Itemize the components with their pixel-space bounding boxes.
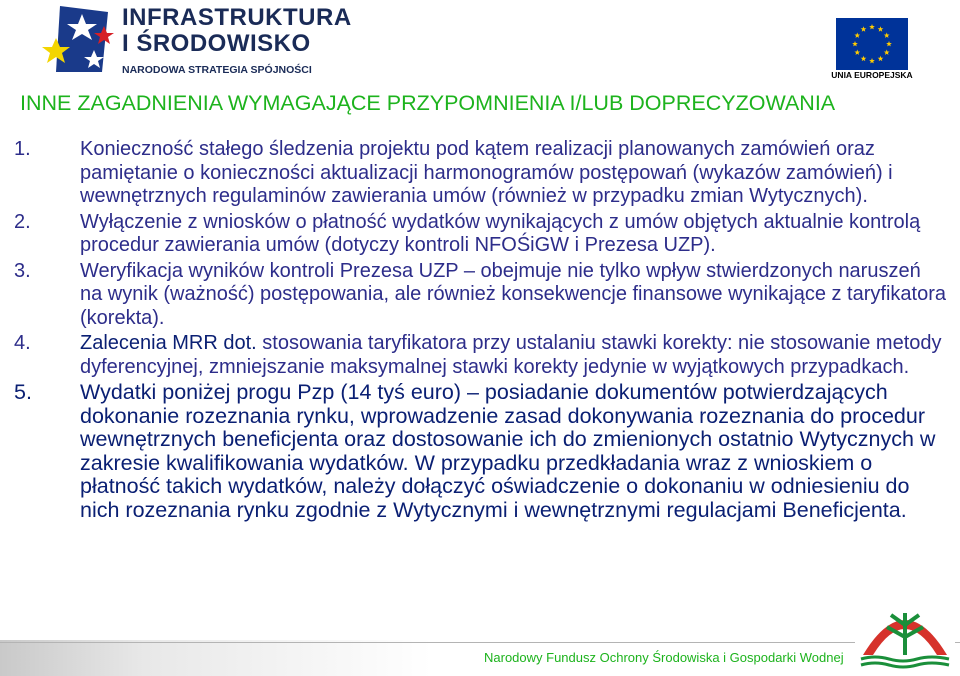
- list-item-number: 1.: [14, 138, 31, 160]
- flag-stars-logo-icon: [42, 2, 122, 80]
- list-item-text: stosowania taryfikatora przy ustalaniu stawki korekty: nie stosowanie metody dyferencyjnej, zmniejszanie maksymalnej stawki korekty jedynie w wyjątkowych przypadkach.: [80, 332, 942, 378]
- eu-flag-icon: [836, 18, 908, 70]
- nfosigw-logo-icon: [855, 585, 955, 671]
- list-item-number: 5.: [14, 380, 32, 404]
- list-item-highlight: Zalecenia MRR dot.: [80, 332, 257, 354]
- list-item: [12, 211, 947, 258]
- list-item-text: Wyłączenie z wniosków o płatność wydatków wynikających z umów objętych aktualnie kontrolą procedur zawierania umów (dotyczy kontroli NFOŚiGW i Prezesa UZP).: [80, 210, 921, 256]
- list-item-number: 3.: [14, 259, 31, 282]
- footer-divider: [0, 642, 960, 643]
- list-item: [12, 381, 947, 523]
- list-item-number: 4.: [14, 332, 31, 354]
- list-item: [12, 332, 947, 379]
- footer-text: Narodowy Fundusz Ochrony Środowiska i Gospodarki Wodnej: [484, 650, 844, 665]
- page-title: INNE ZAGADNIENIA WYMAGAJĄCE PRZYPOMNIENIA I/LUB DOPRECYZOWANIA: [20, 91, 836, 115]
- eu-label: UNIA EUROPEJSKA: [831, 70, 913, 80]
- list-item-text: Weryfikacja wyników kontroli Prezesa UZP – obejmuje nie tylko wpływ stwierdzonych naruszeń na wynik (ważność) postępowania, ale również konsekwencje finansowe wynikające z taryfikatora (korekta).: [80, 259, 946, 329]
- list-item-text: Wydatki poniżej progu Pzp (14 tyś euro) – posiadanie dokumentów potwierdzających dokonanie rozeznania rynku, wprowadzenie zasad dokonywania rozeznania do procedur wewnętrznych beneficjenta oraz dostosowanie ich do zmienionych ostatnio Wytycznych w zakresie kwalifikowania wydatków. W przypadku przedkładania wraz z wnioskiem o płatność takich wydatków, należy dołączyć oświadczenie o dokonaniu w odniesieniu do nich rozeznania rynku zgodnie z Wytycznymi i wewnętrznymi regulacjami Beneficjenta.: [80, 380, 936, 522]
- list-item: [12, 138, 947, 209]
- content-list: [12, 138, 947, 525]
- list-item-text: Konieczność stałego śledzenia projektu pod kątem realizacji planowanych zamówień oraz pamiętanie o konieczności aktualizacji harmonogramów postępowań (wykazów zamówień) i wewnętrznych regulaminów zawierania umów (również w przypadku zmian Wytycznych).: [80, 138, 893, 207]
- logo-title-line2: I ŚRODOWISKO: [122, 30, 311, 57]
- list-item: [12, 260, 947, 331]
- logo-subtitle: NARODOWA STRATEGIA SPÓJNOŚCI: [122, 64, 312, 76]
- logo-title-line1: INFRASTRUKTURA: [122, 4, 352, 31]
- list-item-number: 2.: [14, 210, 31, 233]
